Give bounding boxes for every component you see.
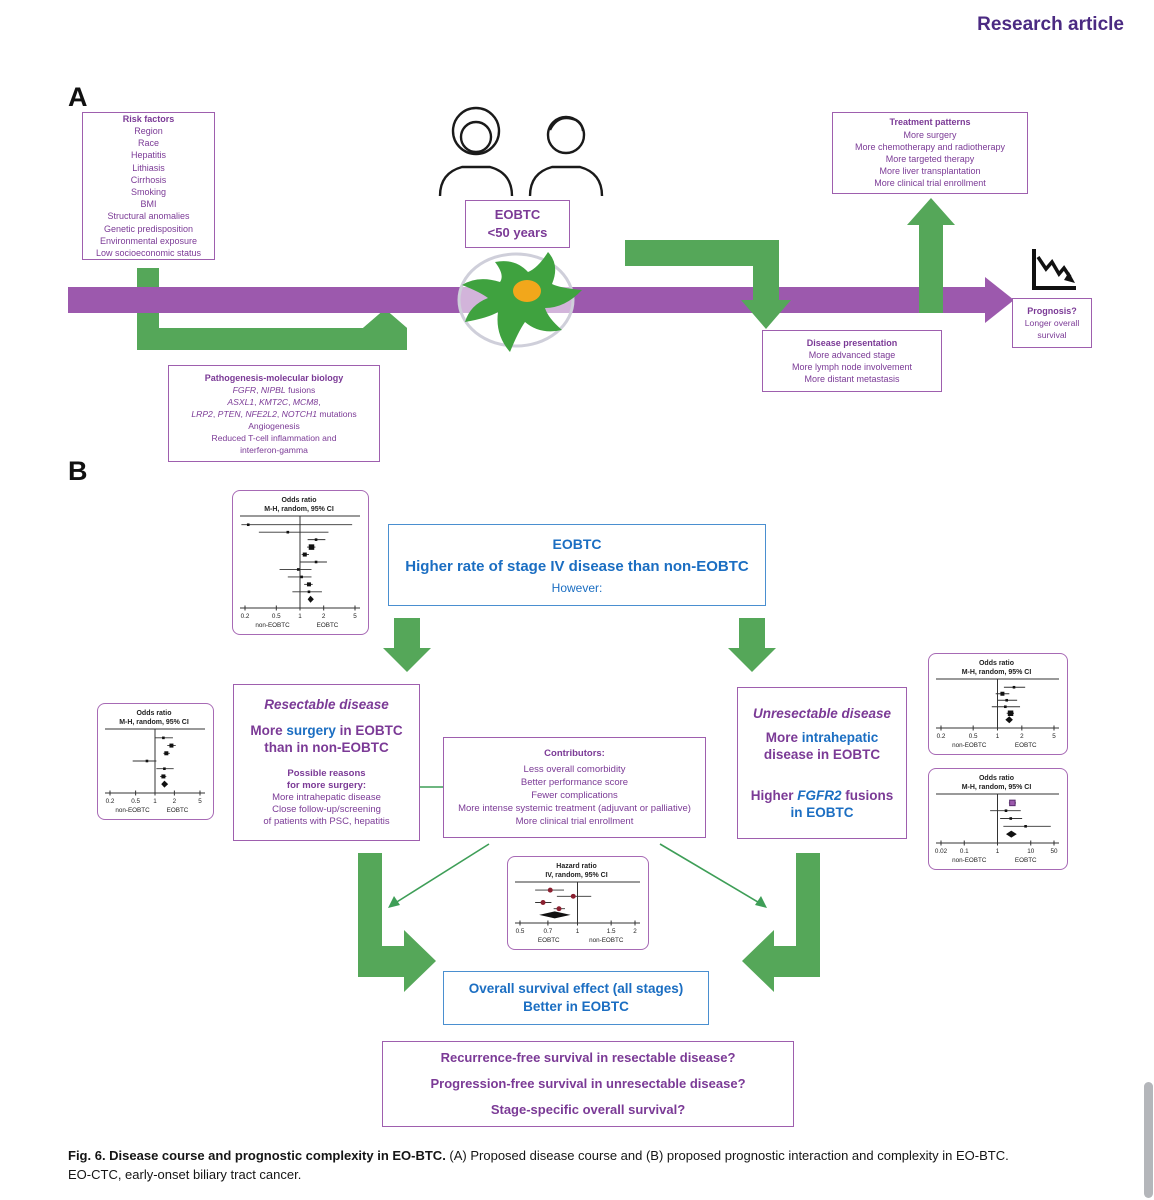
forest-plot-fgfr2 <box>928 768 1068 870</box>
elbow-down-green-arrow <box>625 240 791 329</box>
caption-line2: EO-CTC, early-onset biliary tract cancer. <box>68 1167 302 1182</box>
curved-green-arrow-left <box>358 853 436 992</box>
svg-text:1: 1 <box>153 798 157 805</box>
list-item: More intense systemic treatment (adjuvant or palliative) <box>458 802 691 814</box>
svg-text:2: 2 <box>633 928 637 935</box>
page-header: Research article <box>977 14 1124 35</box>
svg-text:M-H, random, 95% CI: M-H, random, 95% CI <box>119 719 189 726</box>
svg-text:0.2: 0.2 <box>936 733 946 740</box>
prognosis-title: Prognosis? <box>1027 306 1077 316</box>
panel-b-label: B <box>68 456 88 486</box>
list-item: More surgery <box>903 129 957 140</box>
svg-text:10: 10 <box>1027 848 1035 855</box>
list-item: More clinical trial enrollment <box>874 178 986 189</box>
forest-plot-stage-iv <box>232 490 369 635</box>
forest-plot-hazard-ratio <box>507 856 649 950</box>
contributors-box <box>443 737 706 838</box>
svg-text:0.2: 0.2 <box>105 798 115 805</box>
rich-line: More intrahepatic <box>765 729 879 745</box>
svg-text:EOBTC: EOBTC <box>537 937 560 944</box>
declining-chart-icon <box>1034 249 1076 288</box>
rich-line: interferon-gamma <box>240 444 308 455</box>
svg-text:M-H, random, 95% CI: M-H, random, 95% CI <box>264 506 334 513</box>
disease-presentation-items <box>763 349 941 386</box>
svg-text:0.1: 0.1 <box>959 848 969 855</box>
eobtc-label: EOBTC <box>494 207 541 222</box>
svg-text:non-EOBTC: non-EOBTC <box>255 622 290 629</box>
risk-factors-items <box>83 125 214 259</box>
svg-text:0.5: 0.5 <box>131 798 141 805</box>
svg-text:1: 1 <box>298 613 302 620</box>
svg-text:non-EOBTC: non-EOBTC <box>952 857 987 864</box>
svg-text:non-EOBTC: non-EOBTC <box>589 937 624 944</box>
list-item: More lymph node involvement <box>791 362 913 372</box>
svg-text:0.5: 0.5 <box>515 928 525 935</box>
list-item: Close follow-up/screening <box>272 804 381 815</box>
risk-factors-title: Risk factors <box>122 113 175 124</box>
svg-text:non-EOBTC: non-EOBTC <box>952 742 987 749</box>
list-item: for more surgery: <box>286 780 367 791</box>
resectable-title: Resectable disease <box>264 697 389 712</box>
list-item: Cirrhosis <box>130 174 167 185</box>
svg-text:1.5: 1.5 <box>606 928 616 935</box>
open-questions-box <box>382 1041 794 1127</box>
svg-text:1: 1 <box>995 733 1000 740</box>
list-item: Hepatitis <box>130 150 166 161</box>
rich-line: More surgery in EOBTC <box>250 723 403 738</box>
forest-plot-intrahepatic <box>928 653 1068 755</box>
svg-text:2: 2 <box>321 613 326 620</box>
unresectable-disease-box <box>737 687 907 839</box>
list-item: More clinical trial enrollment <box>515 815 634 827</box>
resectable-disease-box <box>233 684 420 841</box>
overall-survival-line1: Overall survival effect (all stages) <box>468 981 684 996</box>
svg-text:EOBTC: EOBTC <box>316 622 339 629</box>
rich-line: than in non-EOBTC <box>264 740 389 755</box>
contributors-to-right-diagonal-arrow <box>660 844 767 908</box>
svg-text:5: 5 <box>1052 733 1056 740</box>
resectable-main <box>236 722 417 756</box>
rich-line: FGFR, NIPBL fusions <box>232 384 316 395</box>
pathogenesis-box <box>168 365 380 462</box>
forest-plot-surgery <box>97 703 214 820</box>
overall-survival-line2: Better in EOBTC <box>523 999 629 1014</box>
list-item: Possible reasons <box>287 768 366 779</box>
disease-presentation-title: Disease presentation <box>806 337 898 348</box>
list-item: BMI <box>140 199 157 210</box>
contributors-title: Contributors: <box>544 747 605 759</box>
risk-factors-box <box>82 112 215 260</box>
list-item: Race <box>137 138 159 149</box>
open-questions-list <box>383 1045 793 1123</box>
treatment-patterns-box <box>832 112 1028 194</box>
svg-text:EOBTC: EOBTC <box>1014 857 1037 864</box>
list-item: Stage-specific overall survival? <box>490 1102 686 1117</box>
unresectable-main1 <box>740 729 904 763</box>
rich-line: disease in EOBTC <box>763 746 881 762</box>
svg-text:EOBTC: EOBTC <box>1014 742 1037 749</box>
svg-text:0.5: 0.5 <box>271 613 281 620</box>
prognosis-text: Longer overall survival <box>1024 318 1080 340</box>
rich-line: Higher FGFR2 fusions <box>750 787 894 803</box>
svg-text:non-EOBTC: non-EOBTC <box>115 807 150 814</box>
contributors-items <box>444 763 705 828</box>
list-item: Recurrence-free survival in resectable disease? <box>440 1050 736 1065</box>
pathogenesis-lines <box>169 384 379 456</box>
rich-line: LRP2, PTEN, NFE2L2, NOTCH1 mutations <box>191 408 357 419</box>
list-item: More chemotherapy and radiotherapy <box>854 141 1006 152</box>
down-green-arrow-left <box>383 618 431 672</box>
tumor-cell-icon <box>459 252 582 352</box>
list-item: Lithiasis <box>132 162 165 173</box>
list-item: Fewer complications <box>531 789 618 801</box>
disease-presentation-box <box>762 330 942 392</box>
pathogenesis-title: Pathogenesis-molecular biology <box>204 372 344 383</box>
curved-green-arrow-right <box>742 853 820 992</box>
list-item: Progression-free survival in unresectable disease? <box>430 1076 746 1091</box>
list-item: Region <box>134 125 163 136</box>
list-item: More liver transplantation <box>879 166 981 177</box>
list-item: Low socioeconomic status <box>95 248 202 259</box>
list-item: Better performance score <box>520 776 629 788</box>
list-item: Less overall comorbidity <box>523 763 626 775</box>
list-item: Structural anomalies <box>107 211 190 222</box>
resectable-reasons <box>236 792 417 828</box>
svg-text:Odds ratio: Odds ratio <box>978 775 1015 782</box>
svg-text:0.2: 0.2 <box>240 613 250 620</box>
list-item: More intrahepatic disease <box>272 792 381 803</box>
list-item: More distant metastasis <box>804 374 900 385</box>
treatment-patterns-title: Treatment patterns <box>889 117 971 128</box>
rich-line: in EOBTC <box>790 804 854 820</box>
caption-line1: Fig. 6. Disease course and prognostic complexity in EO-BTC. (A) Proposed disease course and (B) proposed prognostic interaction and complexity in EO-BTC. <box>68 1148 1009 1163</box>
stage-iv-box-however: However: <box>551 580 603 595</box>
rich-line: Reduced T-cell inflammation and <box>211 432 337 443</box>
contributors-to-left-diagonal-arrow <box>388 844 489 908</box>
svg-text:0.7: 0.7 <box>543 928 553 935</box>
svg-text:1: 1 <box>995 848 1000 855</box>
svg-text:EOBTC: EOBTC <box>166 807 189 814</box>
svg-text:Odds ratio: Odds ratio <box>978 660 1015 667</box>
patients-icon <box>440 108 602 196</box>
list-item: of patients with PSC, hepatitis <box>263 816 390 827</box>
stage-iv-box-statement: Higher rate of stage IV disease than non-EOBTC <box>405 557 749 575</box>
svg-text:M-H, random, 95% CI: M-H, random, 95% CI <box>961 784 1032 791</box>
svg-text:5: 5 <box>198 798 202 805</box>
panel-a-label: A <box>68 82 88 112</box>
svg-text:M-H, random, 95% CI: M-H, random, 95% CI <box>961 669 1032 676</box>
list-item: More targeted therapy <box>885 154 975 164</box>
list-item: Genetic predisposition <box>103 223 194 234</box>
overall-survival-box <box>443 971 709 1025</box>
svg-text:0.5: 0.5 <box>968 733 978 740</box>
svg-text:1: 1 <box>575 928 580 935</box>
svg-text:Odds ratio: Odds ratio <box>136 710 172 717</box>
resectable-reasons-title <box>236 768 417 792</box>
svg-text:5: 5 <box>353 613 357 620</box>
svg-text:2: 2 <box>172 798 177 805</box>
unresectable-main2 <box>740 787 904 821</box>
svg-text:IV, random, 95% CI: IV, random, 95% CI <box>545 872 608 879</box>
rich-line: Angiogenesis <box>248 420 300 431</box>
svg-text:Odds ratio: Odds ratio <box>281 497 317 504</box>
stage-iv-box-title: EOBTC <box>552 535 602 552</box>
list-item: Environmental exposure <box>99 235 198 246</box>
svg-text:Hazard ratio: Hazard ratio <box>556 863 597 870</box>
scrollbar-thumb[interactable] <box>1144 1082 1153 1198</box>
stage-iv-statement-box <box>388 524 766 606</box>
eobtc-age: <50 years <box>487 225 548 240</box>
prognosis-box <box>1012 298 1092 348</box>
list-item: More advanced stage <box>808 349 896 360</box>
list-item: Smoking <box>130 187 166 197</box>
down-green-arrow-right <box>728 618 776 672</box>
figure-caption <box>68 1146 1126 1184</box>
svg-text:50: 50 <box>1050 848 1058 855</box>
rich-line: ASXL1, KMT2C, MCM8, <box>227 396 321 407</box>
unresectable-title: Unresectable disease <box>752 705 892 721</box>
eobtc-age-box <box>465 200 570 248</box>
treatment-patterns-items <box>833 129 1027 190</box>
svg-text:0.02: 0.02 <box>934 848 948 855</box>
svg-text:2: 2 <box>1020 733 1024 740</box>
